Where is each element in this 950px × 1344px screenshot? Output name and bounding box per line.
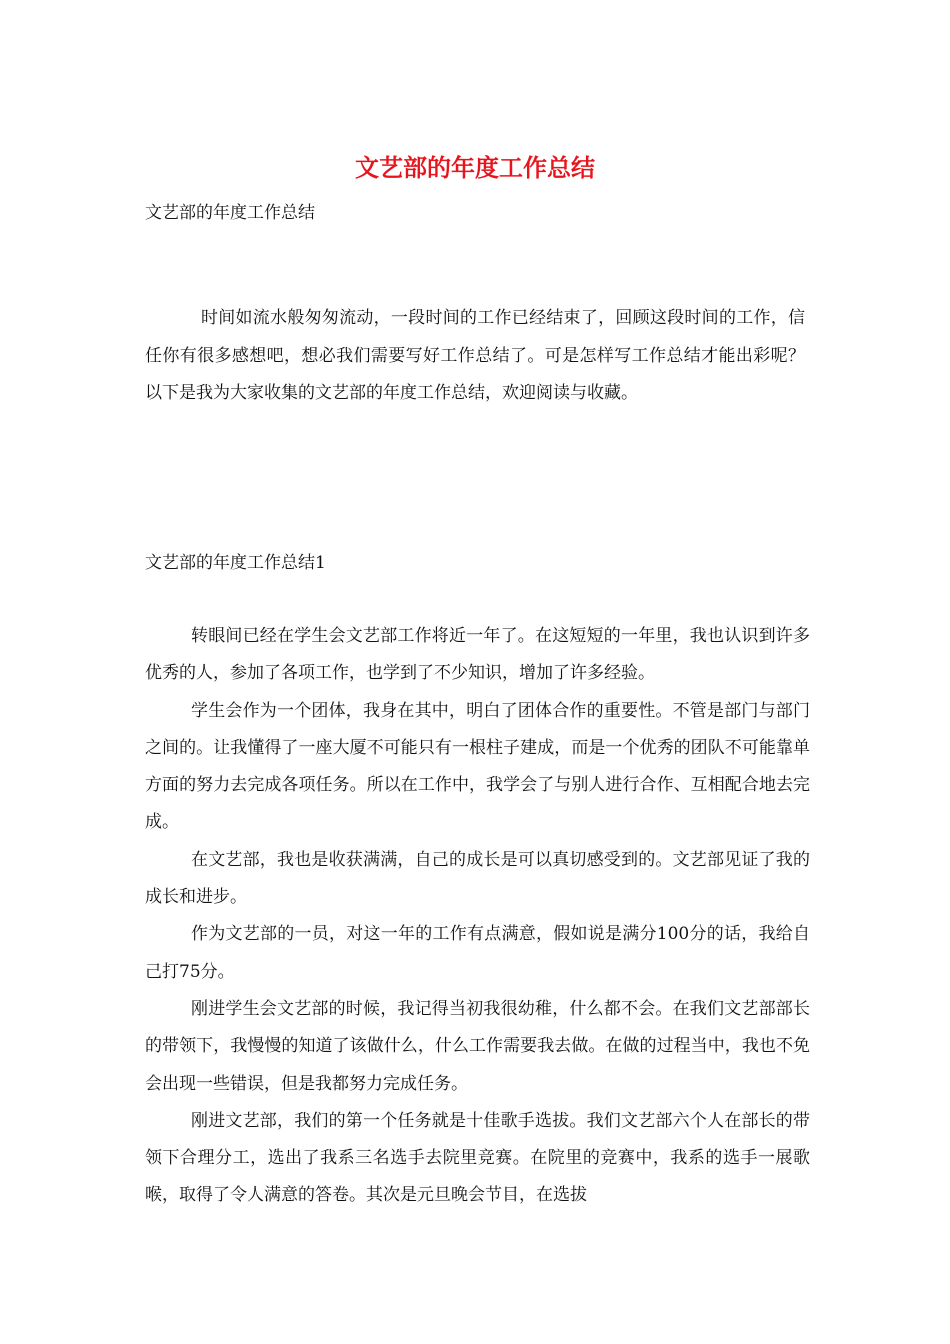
- body-paragraph: 作为文艺部的一员，对这一年的工作有点满意，假如说是满分100分的话，我给自己打75分。: [145, 924, 810, 982]
- document-body: [145, 618, 810, 1215]
- body-paragraph: 在文艺部，我也是收获满满，自己的成长是可以真切感受到的。文艺部见证了我的成长和进步。: [145, 849, 810, 908]
- section-heading: 文艺部的年度工作总结1: [145, 553, 326, 573]
- body-paragraph: 刚进文艺部，我们的第一个任务就是十佳歌手选拔。我们文艺部六个人在部长的带领下合理分工，选出了我系三名选手去院里竞赛。在院里的竞赛中，我系的选手一展歌喉，取得了令人满意的答卷。其次是元旦晚会节目，在选拔: [145, 1110, 810, 1206]
- document-subtitle: 文艺部的年度工作总结: [145, 203, 315, 223]
- body-paragraph: 转眼间已经在学生会文艺部工作将近一年了。在这短短的一年里，我也认识到许多优秀的人，参加了各项工作，也学到了不少知识，增加了许多经验。: [145, 626, 810, 684]
- body-paragraph: 学生会作为一个团体，我身在其中，明白了团体合作的重要性。不管是部门与部门之间的。让我懂得了一座大厦不可能只有一根柱子建成，而是一个优秀的团队不可能靠单方面的努力去完成各项任务。所以在工作中，我学会了与别人进行合作、互相配合地去完成。: [145, 700, 810, 833]
- document-title: 文艺部的年度工作总结: [355, 153, 595, 182]
- intro-paragraph: 时间如流水般匆匆流动，一段时间的工作已经结束了，回顾这段时间的工作，信任你有很多感想吧，想必我们需要写好工作总结了。可是怎样写工作总结才能出彩呢？以下是我为大家收集的文艺部的年度工作总结，欢迎阅读与收藏。: [145, 308, 805, 403]
- body-paragraph: 刚进学生会文艺部的时候，我记得当初我很幼稚，什么都不会。在我们文艺部部长的带领下，我慢慢的知道了该做什么，什么工作需要我去做。在做的过程当中，我也不免会出现一些错误，但是我都努力完成任务。: [145, 998, 810, 1094]
